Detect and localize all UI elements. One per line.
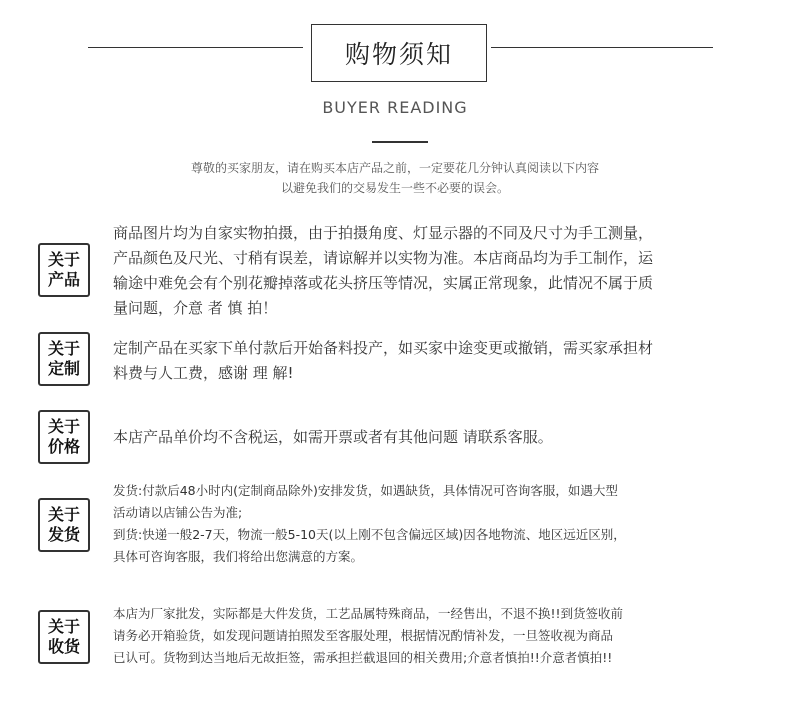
title-divider-right <box>491 47 713 48</box>
text-line: 料费与人工费，感谢 理 解! <box>113 364 294 382</box>
text-line: 定制产品在买家下单付款后开始备料投产，如买家中途变更或撤销，需买家承担材 <box>113 339 654 357</box>
text-line: 量问题，介意 者 慎 拍！ <box>113 299 278 317</box>
badge-line: 收货 <box>47 637 80 656</box>
section-custom-text <box>113 336 763 386</box>
page-subtitle: BUYER READING <box>322 98 468 117</box>
badge-shipping <box>38 498 90 552</box>
intro-line: 尊敬的买家朋友，请在购买本店产品之前，一定要花几分钟认真阅读以下内容 <box>190 161 599 175</box>
text-line: 发货:付款后48小时内(定制商品除外)安排发货，如遇缺货，具体情况可咨询客服，如遇大型 <box>113 483 618 498</box>
badge-line: 关于 <box>47 250 80 269</box>
badge-product <box>38 243 90 297</box>
text-line: 本店为厂家批发，实际都是大件发货，工艺品属特殊商品，一经售出，不退不换!!到货签收前 <box>113 606 624 621</box>
badge-line: 价格 <box>47 437 80 456</box>
intro-text <box>0 158 790 198</box>
badge-custom <box>38 332 90 386</box>
text-line: 活动请以店铺公告为准; <box>113 505 243 520</box>
section-receiving-text <box>113 603 763 669</box>
badge-line: 关于 <box>47 505 80 524</box>
badge-line: 产品 <box>47 270 80 289</box>
badge-line: 关于 <box>47 617 80 636</box>
section-price-text <box>113 425 763 450</box>
text-line: 具体可咨询客服，我们将给出您满意的方案。 <box>113 549 364 564</box>
text-line: 输途中难免会有个别花瓣掉落或花头挤压等情况，实属正常现象，此情况不属于质 <box>113 274 654 292</box>
badge-price <box>38 410 90 464</box>
page-title: 购物须知 <box>311 24 487 82</box>
badge-line: 关于 <box>47 417 80 436</box>
badge-receiving <box>38 610 90 664</box>
subtitle-divider <box>372 141 428 143</box>
badge-line: 定制 <box>47 359 80 378</box>
title-divider-left <box>88 47 303 48</box>
badge-line: 发货 <box>47 525 80 544</box>
text-line: 本店产品单价均不含税运，如需开票或者有其他问题 请联系客服。 <box>113 428 553 446</box>
text-line: 已认可。货物到达当地后无故拒签，需承担拦截退回的相关费用;介意者慎拍!!介意者慎拍!! <box>113 650 613 665</box>
text-line: 到货:快递一般2-7天，物流一般5-10天(以上刚不包含偏远区域)因各地物流、地区远近区别， <box>113 527 626 542</box>
text-line: 商品图片均为自家实物拍摄，由于拍摄角度、灯显示器的不同及尺寸为手工测量， <box>113 224 654 242</box>
section-product-text <box>113 221 763 321</box>
text-line: 产品颜色及尺光、寸稍有误差，请谅解并以实物为准。本店商品均为手工制作，运 <box>113 249 654 267</box>
text-line: 请务必开箱验货，如发现问题请拍照发至客服处理，根据情况酌情补发，一旦签收视为商品 <box>113 628 614 643</box>
badge-line: 关于 <box>47 339 80 358</box>
intro-line: 以避免我们的交易发生一些不必要的误会。 <box>280 181 509 195</box>
section-shipping-text <box>113 480 763 568</box>
